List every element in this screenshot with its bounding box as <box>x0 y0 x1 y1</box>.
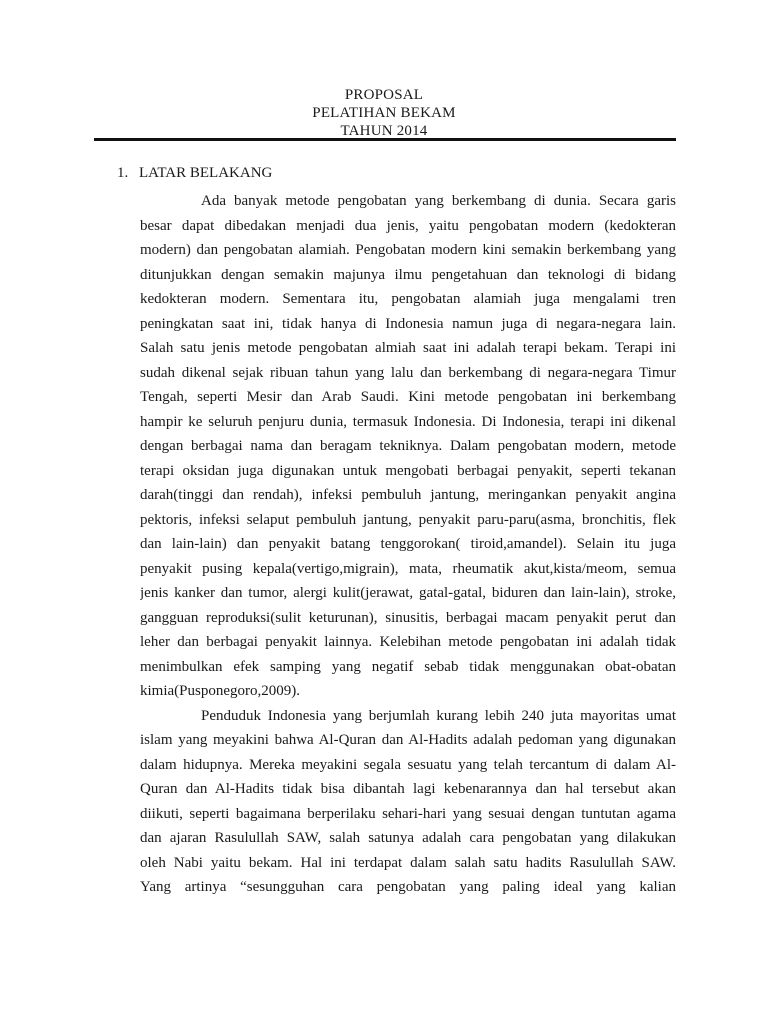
paragraph-line: oleh Nabi yaitu bekam. Hal ini terdapat dalam salah satu hadits Rasulullah SAW. <box>140 854 676 871</box>
paragraph-line: Tengah, seperti Mesir dan Arab Saudi. Kini metode pengobatan ini berkembang <box>140 389 676 405</box>
paragraph-line: pektoris, infeksi selaput pembuluh jantung, penyakit paru-paru(asma, bronchitis, flek <box>140 511 676 528</box>
paragraph-line: darah(tinggi dan rendah), infeksi pembuluh jantung, meringankan penyakit angina <box>140 487 676 503</box>
title-block <box>0 86 768 140</box>
paragraph-line: peningkatan saat ini, tidak hanya di Indonesia namun juga di negara-negara lain. <box>140 315 676 332</box>
title-proposal: PROPOSAL <box>344 87 424 103</box>
section-heading <box>117 163 272 183</box>
paragraph-line: gangguan reproduksi(sulit keturunan), sinusitis, berbagai macam penyakit perut dan <box>140 609 676 626</box>
paragraph-line: menimbulkan efek samping yang negatif sebab tidak menggunakan obat-obatan <box>140 658 676 675</box>
section-number: 1. <box>117 165 129 181</box>
paragraph-line: dan ajaran Rasulullah SAW, salah satunya adalah cara pengobatan yang dilakukan <box>140 830 676 846</box>
paragraph-line: dalam hidupnya. Mereka meyakini segala sesuatu yang telah tercantum di dalam Al- <box>140 756 676 773</box>
section-title: LATAR BELAKANG <box>139 165 273 181</box>
paragraph-line: Salah satu jenis metode pengobatan almiah saat ini adalah terapi bekam. Terapi ini <box>140 340 676 356</box>
paragraph-line: dengan berbagai nama dan beragam tekniknya. Dalam pengobatan modern, metode <box>140 438 676 454</box>
paragraph-line: diikuti, seperti bagaimana berperilaku sehari-hari yang sesuai dengan tuntutan agama <box>140 805 676 822</box>
paragraph-line: Penduduk Indonesia yang berjumlah kurang lebih 240 juta mayoritas umat <box>201 707 676 724</box>
paragraph-line: Yang artinya “sesungguhan cara pengobatan yang paling ideal yang kalian <box>140 879 676 895</box>
paragraph-line: hampir ke seluruh penjuru dunia, termasuk Indonesia. Di Indonesia, terapi ini dikenal <box>140 413 676 430</box>
paragraph-line: penyakit pusing kepala(vertigo,migrain), mata, rheumatik akut,kista/meom, semua <box>140 560 676 577</box>
paragraph-line: modern) dan pengobatan alamiah. Pengobatan modern kini semakin berkembang yang <box>140 242 676 258</box>
title-subject: PELATIHAN BEKAM <box>312 105 456 121</box>
paragraph-line: terapi oksidan juga digunakan untuk mengobati berbagai penyakit, seperti tekanan <box>140 462 676 479</box>
body-text <box>140 189 676 900</box>
paragraph-line: besar dapat dibedakan menjadi dua jenis, yaitu pengobatan modern (kedokteran <box>140 217 676 234</box>
title-year: TAHUN 2014 <box>340 123 428 139</box>
paragraph-line: sudah dikenal sejak ribuan tahun yang lalu dan berkembang di negara-negara Timur <box>140 364 676 381</box>
title-divider <box>94 138 676 141</box>
paragraph-line: Quran dan Al-Hadits tidak bisa dibantah lagi kebenarannya dan hal tersebut akan <box>140 781 676 797</box>
paragraph-line: kedokteran modern. Sementara itu, pengobatan alamiah juga mengalami tren <box>140 291 676 307</box>
paragraph-line: leher dan berbagai penyakit lainnya. Kelebihan metode pengobatan ini adalah tidak <box>140 634 676 650</box>
paragraph-line: jenis kanker dan tumor, alergi kulit(jerawat, gatal-gatal, biduren dan lain-lain), stroke, <box>140 585 676 601</box>
paragraph-line: ditunjukkan dengan semakin majunya ilmu pengetahuan dan teknologi di bidang <box>140 266 676 283</box>
paragraph-line: islam yang meyakini bahwa Al-Quran dan Al-Hadits adalah pedoman yang digunakan <box>140 732 676 748</box>
paragraph-line: kimia(Pusponegoro,2009). <box>140 683 300 699</box>
paragraph-line: Ada banyak metode pengobatan yang berkembang di dunia. Secara garis <box>201 193 676 209</box>
paragraph-line: dan lain-lain) dan penyakit batang tenggorokan( tiroid,amandel). Selain itu juga <box>140 536 676 552</box>
